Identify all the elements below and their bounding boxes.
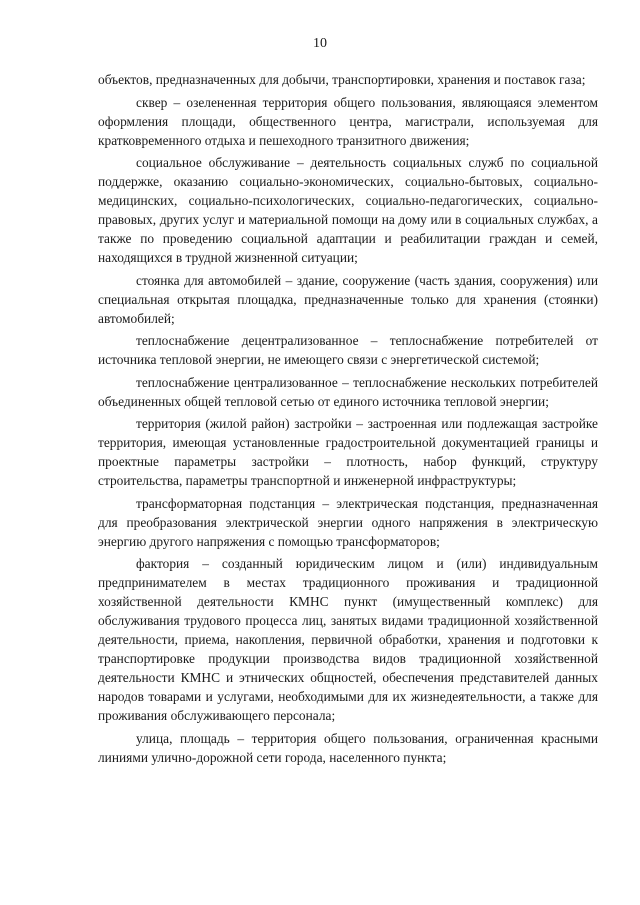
paragraph-territory: территория (жилой район) застройки – застроенная или подлежащая застройке территория, имеющая установленные градостроительной документацией границы и проектные параметры застройки – плотность, набор функций, структуру строительства, параметры транспортной и инженерной инфраструктуры; bbox=[98, 416, 598, 488]
paragraph-gas-objects-continuation: объектов, предназначенных для добычи, транспортировки, хранения и поставок газа; bbox=[98, 72, 586, 87]
paragraph-parking: стоянка для автомобилей – здание, сооружение (часть здания, сооружения) или специальная открытая площадка, предназначенные только для хранения (стоянки) автомобилей; bbox=[98, 272, 598, 326]
paragraph-centralized-heating: теплоснабжение централизованное – теплоснабжение нескольких потребителей объединенных общей тепловой сетью от единого источника тепловой энергии; bbox=[98, 374, 598, 409]
paragraph-social-service: социальное обслуживание – деятельность социальных служб по социальной поддержке, оказанию социально-экономических, социально-бытовых, социально-медицинских, социально-психологических, социально-педагогических, социально-правовых, других услуг и материальной помощи на дому или в социальных службах, а также по проведению социальной адаптации и реабилитации граждан и семей, находящихся в трудной жизненной ситуации; bbox=[98, 155, 598, 265]
paragraph-decentralized-heating: теплоснабжение децентрализованное – теплоснабжение потребителей от источника тепловой энергии, не имеющего связи с энергетической системой; bbox=[98, 333, 598, 367]
paragraph-factoria: фактория – созданный юридическим лицом и (или) индивидуальным предпринимателем в местах традиционного проживания и традиционной хозяйственной деятельности КМНС пункт (имущественный комплекс) для обслуживания трудового процесса лиц, занятых видами традиционной хозяйственной деятельности, приема, накопления, первичной обработки, хранения и подготовки к транспортировке продукции производства видов традиционной хозяйственной деятельности КМНС и этнических общностей, обеспечения представителей данных народов товарами и услугами, необходимыми для их жизнедеятельности, а также для проживания обслуживающего персонала; bbox=[98, 556, 598, 723]
paragraph-street-square: улица, площадь – территория общего пользования, ограниченная красными линиями улично-дорожной сети города, населенного пункта; bbox=[98, 730, 598, 765]
paragraph-transformer-substation: трансформаторная подстанция – электрическая подстанция, предназначенная для преобразования электрической энергии одного напряжения в электрическую энергию другого напряжения с помощью трансформаторов; bbox=[98, 495, 598, 549]
document-body bbox=[98, 70, 598, 770]
page-number: 10 bbox=[313, 36, 327, 51]
paragraph-skver: сквер – озелененная территория общего пользования, являющаяся элементом оформления площади, общественного центра, магистрали, используемая для кратковременного отдыха и пешеходного транзитного движения; bbox=[98, 94, 598, 148]
